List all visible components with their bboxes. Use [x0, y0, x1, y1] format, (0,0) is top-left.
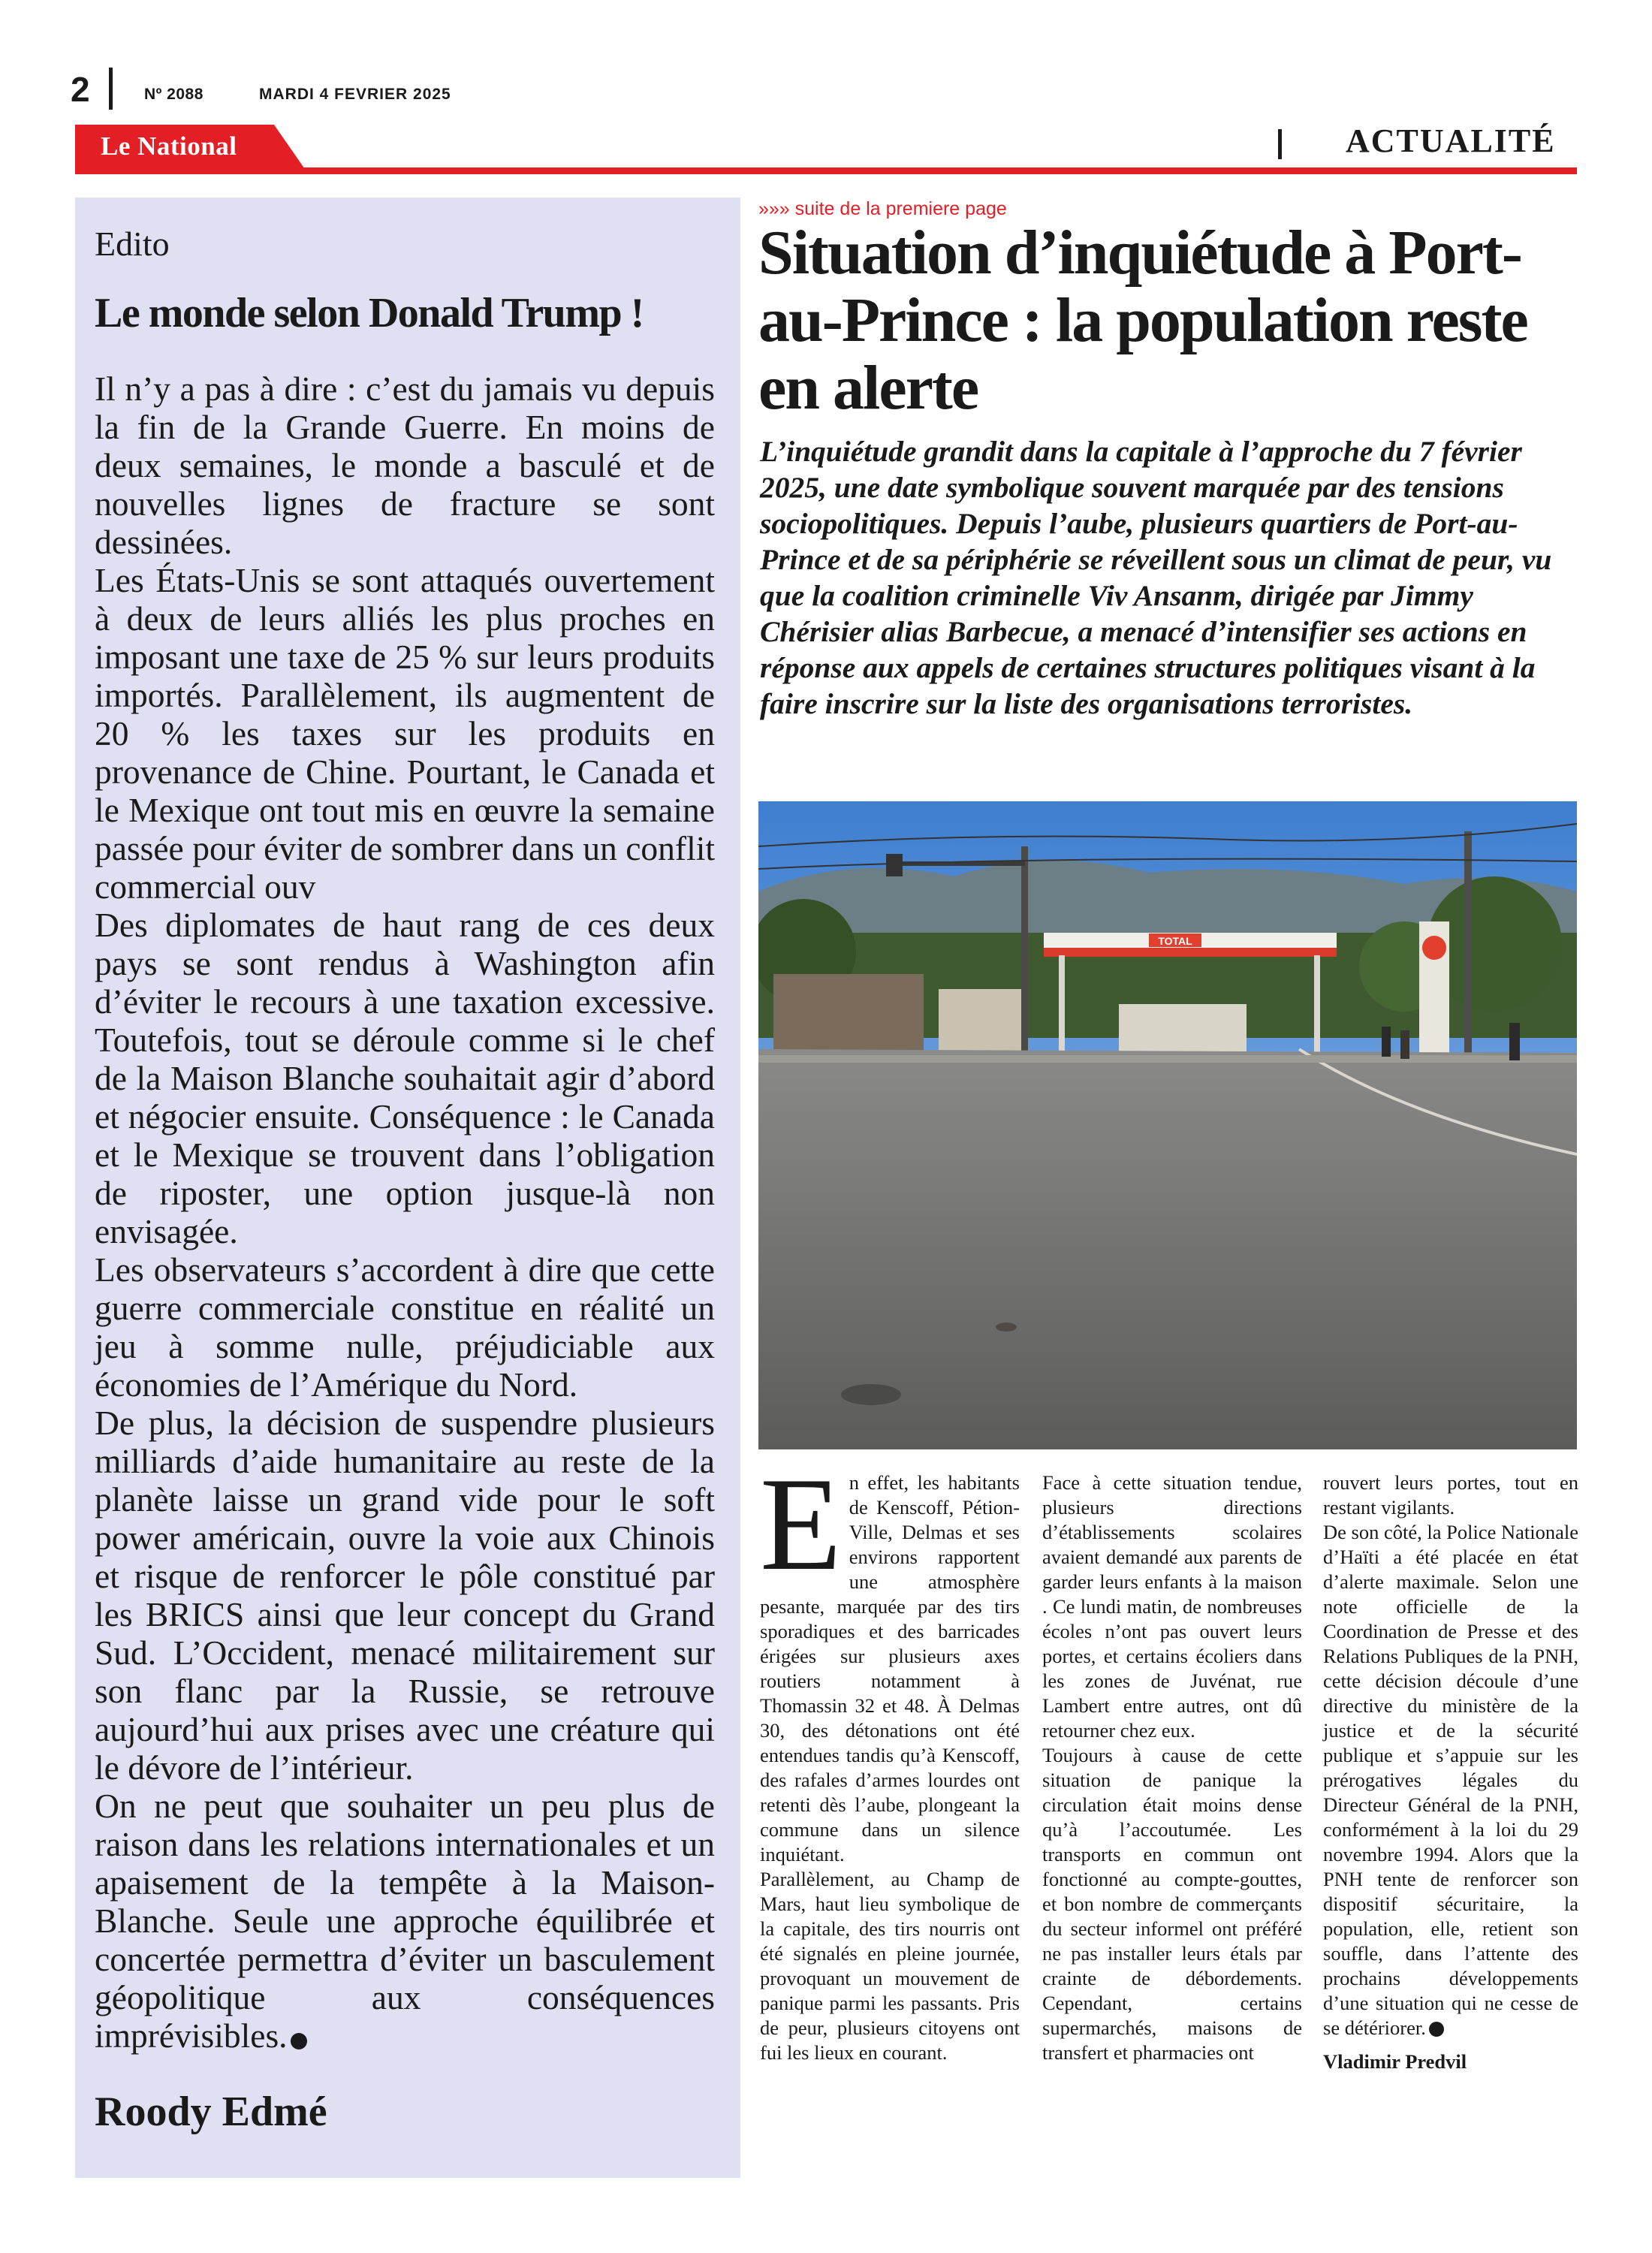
- issue-date: MARDI 4 FEVRIER 2025: [259, 86, 451, 103]
- article-paragraph: Toujours à cause de cette situation de panique la circulation était moins dense qu’à l’accoutumée. Les transports en commun ont fonctionné au compte-gouttes, et bon nombre de commerçants du secteur informel ont préféré ne pas installer leurs étals par crainte de débordements. Cependant, certains supermarchés, maisons de transfert et pharmacies ont: [1042, 1744, 1302, 2064]
- article-headline: Situation d’inquiétude à Port-au-Prince : la population reste en alerte: [758, 218, 1527, 423]
- end-mark-icon: [291, 2033, 307, 2049]
- section-title: ACTUALITÉ: [1346, 122, 1556, 159]
- article-column-2: [1042, 1470, 1302, 2065]
- edito-paragraph-last: [95, 1787, 715, 2055]
- edito-author: Roody Edmé: [95, 2089, 327, 2135]
- article-photo: [758, 801, 1577, 1449]
- edito-paragraph-text: On ne peut que souhaiter un peu plus de raison dans les relations internationales et un apaisement de la tempête à la Maison-Blanche. Seule une approche équilibrée et concertée permettra d’éviter un basculement géopolitique aux conséquences imprévisibles.: [95, 1787, 715, 2055]
- edito-paragraph: De plus, la décision de suspendre plusieurs milliards d’aide humanitaire au reste de la planète laisse un grand vide pour le soft power américain, ouvre la voie aux Chinois et risque de renforcer le pôle constitué par les BRICS ainsi que leur concept du Grand Sud. L’Occident, menacé militairement sur son flanc par la Russie, se retrouve aujourd’hui aux prises avec une créature qui le dévore de l’intérieur.: [95, 1404, 715, 1787]
- continuation-note: »»» suite de la premiere page: [758, 198, 1007, 219]
- edito-title: Le monde selon Donald Trump !: [95, 290, 644, 336]
- header-divider: [109, 68, 113, 110]
- section-divider: [1278, 129, 1282, 159]
- article-column-3: [1323, 1470, 1578, 2074]
- end-mark-icon: [1429, 2022, 1444, 2037]
- page-number: 2: [71, 70, 90, 109]
- photo-sign: TOTAL: [1158, 935, 1192, 947]
- article-paragraph: Parallèlement, au Champ de Mars, haut lieu symbolique de la capitale, des tirs nourris ont été signalés en pleine journée, provoquant un mouvement de panique parmi les passants. Pris de peur, plusieurs citoyens ont fui les lieux en courant.: [760, 1868, 1020, 2064]
- edito-paragraph: Des diplomates de haut rang de ces deux pays se sont rendus à Washington afin d’éviter le recours à une taxation excessive. Toutefois, tout se déroule comme si le chef de la Maison Blanche souhaitait agir d’abord et négocier ensuite. Conséquence : le Canada et le Mexique se trouvent dans l’obligation de riposter, une option jusque-là non envisagée.: [95, 906, 715, 1250]
- edito-paragraph: Les États-Unis se sont attaqués ouvertement à deux de leurs alliés les plus proches en imposant une taxe de 25 % sur leurs produits importés. Parallèlement, ils augmentent de 20 % les taxes sur les produits en provenance de Chine. Pourtant, le Canada et le Mexique ont tout mis en œuvre la semaine passée pour éviter de sombrer dans un conflit commercial ouv: [95, 561, 715, 906]
- edito-paragraph: Les observateurs s’accordent à dire que cette guerre commerciale constitue en réalité un jeu à somme nulle, préjudiciable aux économies de l’Amérique du Nord.: [95, 1250, 715, 1404]
- issue-number: Nº 2088: [144, 86, 203, 103]
- article-paragraph: Face à cette situation tendue, plusieurs directions d’établissements scolaires avaient demandé aux parents de garder leurs enfants à la maison . Ce lundi matin, de nombreuses écoles n’ont pas ouvert leurs portes, et certains écoliers dans les zones de Juvénat, rue Lambert entre autres, ont dû retourner chez eux.: [1042, 1471, 1302, 1742]
- edito-label: Edito: [95, 225, 170, 263]
- drop-cap: E: [760, 1449, 842, 1598]
- edito-paragraph: Il n’y a pas à dire : c’est du jamais vu depuis la fin de la Grande Guerre. En moins de deux semaines, le monde a basculé et de nouvelles lignes de fracture se sont dessinées.: [95, 369, 715, 561]
- edito-body: [95, 369, 715, 2055]
- article-column-1: [760, 1449, 1020, 2065]
- article-paragraph: rouvert leurs portes, tout en restant vigilants.: [1323, 1471, 1578, 1519]
- article-author: Vladimir Predvil: [1323, 2050, 1467, 2073]
- brand-logo: Le National: [101, 131, 237, 161]
- article-lead: L’inquiétude grandit dans la capitale à l’approche du 7 février 2025, une date symbolique souvent marquée par des tensions sociopolitiques. Depuis l’aube, plusieurs quartiers de Port-au-Prince et de sa périphérie se réveillent sous un climat de peur, vu que la coalition criminelle Viv Ansanm, dirigée par Jimmy Chérisier alias Barbecue, a menacé d’intensifier ses actions en réponse aux appels de certaines structures politiques visant à la faire inscrire sur la liste des organisations terroristes.: [760, 435, 1552, 720]
- article-paragraph-text: De son côté, la Police Nationale d’Haïti a été placée en état d’alerte maximale. Selon une note officielle de la Coordination de Presse et des Relations Publiques de la PNH, cette décision découle d’une directive du ministère de la justice et de la sécurité publique et s’appuie sur les prérogatives légales du Directeur Général de la PNH, conformément à la loi du 29 novembre 1994. Alors que la PNH tente de renforcer son dispositif sécuritaire, la population, elle, retient son souffle, dans l’attente des prochains développements d’une situation qui ne cesse de se détériorer.: [1323, 1521, 1578, 2039]
- article-paragraph-last: [1323, 1520, 1578, 2040]
- article-paragraph: n effet, les habitants de Kenscoff, Pétion-Ville, Delmas et ses environs rapportent une atmosphère pesante, marquée par des tirs sporadiques et des barricades érigées sur plusieurs axes routiers notamment à Thomassin 32 et 48. À Delmas 30, des détonations ont été entendues tandis qu’à Kenscoff, des rafales d’armes lourdes ont retenti dès l’aube, plongeant la commune dans un silence inquiétant.: [760, 1471, 1020, 1865]
